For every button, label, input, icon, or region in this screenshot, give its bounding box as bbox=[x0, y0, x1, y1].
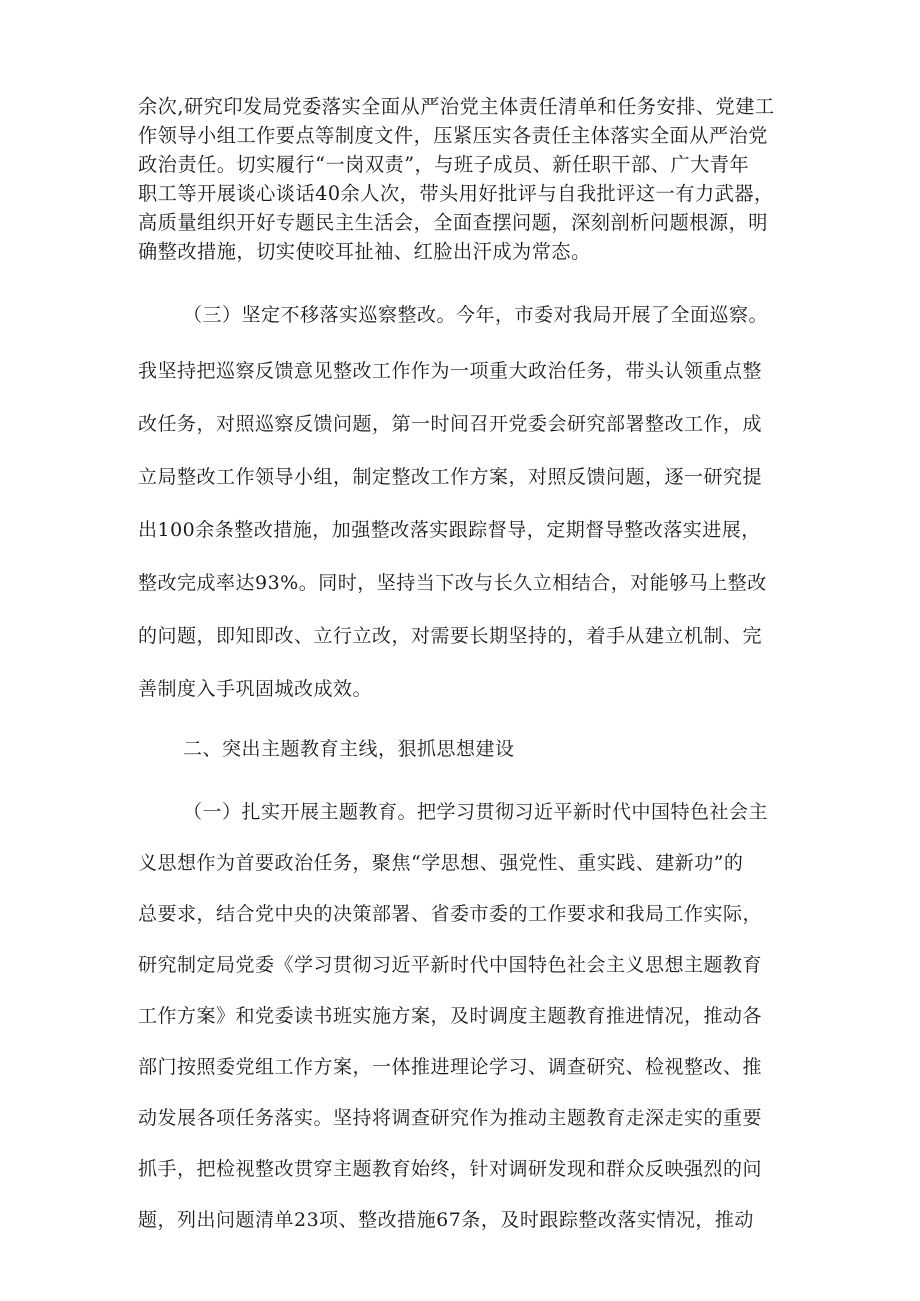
text-line: 职工等开展谈心谈话40余人次，带头用好批评与自我批评这一有力武器， bbox=[138, 182, 774, 205]
text-line: 研究制定局党委《学习贯彻习近平新时代中国特色社会主义思想主题教育 bbox=[138, 954, 763, 976]
text-line: 总要求，结合党中央的决策部署、省委市委的工作要求和我局工作实际， bbox=[138, 903, 763, 925]
text-line: 抓手，把检视整改贯穿主题教育始终，针对调研发现和群众反映强烈的问 bbox=[138, 1158, 763, 1180]
text-line: 高质量组织开好专题民主生活会，全面查摆问题，深刻剖析问题根源，明 bbox=[138, 211, 768, 234]
text-line: 我坚持把巡察反馈意见整改工作作为一项重大政治任务，带头认领重点整 bbox=[138, 360, 763, 382]
text-line: 动发展各项任务落实。坚持将调查研究作为推动主题教育走深走实的重要 bbox=[138, 1107, 763, 1129]
text-line: 善制度入手巩固城改成效。 bbox=[138, 678, 373, 700]
text-line: （一）扎实开展主题教育。把学习贯彻习近平新时代中国特色社会主 bbox=[183, 801, 769, 823]
text-line: 义思想作为首要政治任务，聚焦“学思想、强党性、重实践、建新功”的 bbox=[138, 852, 744, 874]
text-line: 整改完成率达93%。同时，坚持当下改与长久立相结合，对能够马上整改 bbox=[138, 572, 767, 594]
text-line: 确整改措施，切实使咬耳扯袖、红脸出汗成为常态。 bbox=[138, 240, 591, 263]
text-line: 的问题，即知即改、立行立改，对需要长期坚持的，着手从建立机制、完 bbox=[138, 625, 763, 647]
text-line: 政治责任。切实履行“一岗双责”，与班子成员、新任职干部、广大青年 bbox=[138, 153, 750, 176]
section-heading: 二、突出主题教育主线，狠抓思想建设 bbox=[183, 738, 515, 760]
text-line: 题，列出问题清单23项、整改措施67条，及时跟踪整改落实情况，推动 bbox=[138, 1209, 754, 1231]
text-line: 改任务，对照巡察反馈问题，第一时间召开党委会研究部署整改工作，成 bbox=[138, 413, 763, 435]
text-line: 立局整改工作领导小组，制定整改工作方案，对照反馈问题，逐一研究提 bbox=[138, 466, 763, 488]
text-line: （三）坚定不移落实巡察整改。今年，市委对我局开展了全面巡察。 bbox=[183, 304, 769, 326]
text-line: 作领导小组工作要点等制度文件，压紧压实各责任主体落实全面从严治党 bbox=[138, 124, 768, 147]
text-line: 工作方案》和党委读书班实施方案，及时调度主题教育推进情况，推动各 bbox=[138, 1005, 763, 1027]
text-line: 余次,研究印发局党委落实全面从严治党主体责任清单和任务安排、党建工 bbox=[138, 95, 775, 118]
text-line: 部门按照委党组工作方案，一体推进理论学习、调查研究、检视整改、推 bbox=[138, 1056, 763, 1078]
text-line: 出100余条整改措施，加强整改落实跟踪督导，定期督导整改落实进展， bbox=[138, 519, 761, 541]
